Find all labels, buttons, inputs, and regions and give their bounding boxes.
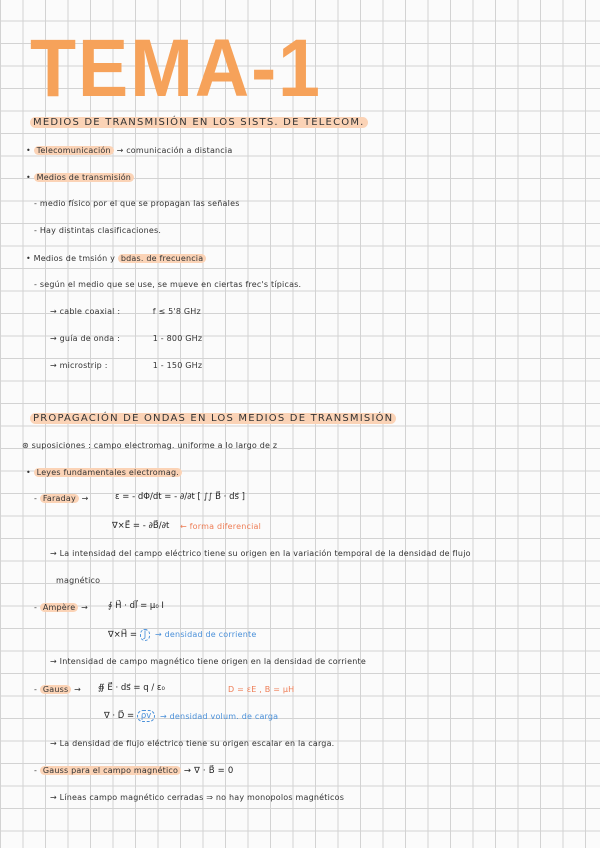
ampere-eq2: [108, 630, 150, 640]
item-name: → cable coaxial :: [50, 307, 121, 316]
item-name: → guía de onda :: [50, 334, 120, 343]
list-item: [50, 307, 201, 316]
telecom-term: Telecomunicación: [34, 146, 114, 155]
suposiciones-line: ⊛ suposiciones : campo electromag. uniforme a lo largo de z: [22, 441, 278, 450]
gauss-eq2: [104, 711, 155, 721]
item-range: 1 - 800 GHz: [152, 334, 203, 343]
suposiciones-text: suposiciones : campo electromag. uniforme a lo largo de z: [31, 441, 278, 450]
gauss-mag-line: - Gauss para el campo magnético → ∇ · B⃗ = 0: [34, 766, 234, 776]
bdas-prefix: • Medios de tmsión y: [26, 254, 118, 263]
section-header-1-text: MEDIOS DE TRANSMISIÓN EN LOS SISTS. DE TELECOM.: [30, 117, 368, 128]
faraday-label: Faraday: [40, 494, 79, 503]
gauss-explain: → La densidad de flujo eléctrico tiene su origen escalar en la carga.: [50, 739, 335, 748]
faraday-eq2: ∇×E⃗ = - ∂B⃗/∂t: [112, 521, 170, 531]
list-item: [50, 334, 202, 343]
ampere-label: Ampère: [40, 603, 79, 612]
gauss-rho-circled: ρv: [137, 710, 155, 722]
faraday-note: ← forma diferencial: [180, 522, 262, 531]
gauss-line: - Gauss →: [34, 685, 82, 694]
ampere-explain: → Intensidad de campo magnético tiene origen en la densidad de corriente: [50, 657, 366, 666]
leyes-line: • Leyes fundamentales electromag.: [26, 468, 182, 477]
gauss-mag-label: Gauss para el campo magnético: [40, 766, 181, 775]
telecom-def: → comunicación a distancia: [116, 146, 233, 155]
segun-line: - según el medio que se use, se mueve en ciertas frec's típicas.: [34, 280, 302, 289]
ampere-eq2-text: ∇×H⃗ =: [108, 630, 138, 640]
item-range: f ≤ 5'8 GHz: [152, 307, 201, 316]
gauss-label: Gauss: [40, 685, 72, 694]
section-header-1: [30, 117, 368, 128]
page-title: TEMA-1: [30, 23, 322, 114]
clasificaciones: - Hay distintas clasificaciones.: [34, 226, 162, 235]
bdas-line: [26, 254, 206, 263]
gauss-eq1: ∯ E⃗ · ds⃗ = q / ε₀: [98, 683, 165, 693]
faraday-explain-2: magnético: [56, 576, 101, 585]
medios-line: • Medios de transmisión: [26, 173, 134, 182]
gauss-mag-explain: → Líneas campo magnético cerradas ⇒ no hay monopolos magnéticos: [50, 793, 345, 802]
faraday-explain: → La intensidad del campo eléctrico tiene su origen en la variación temporal de la densidad de flujo: [50, 549, 471, 558]
section-header-2: [30, 413, 396, 424]
gauss-note: → densidad volum. de carga: [160, 712, 279, 721]
ampere-j-circled: J⃗: [140, 629, 151, 641]
gauss-eq2-text: ∇ · D⃗ =: [104, 711, 135, 721]
list-item: [50, 361, 202, 370]
ampere-eq1: ∮ H⃗ · dl⃗ = μ₀ I: [108, 601, 164, 611]
ampere-line: - Ampère →: [34, 603, 89, 612]
faraday-eq1: ε = - dΦ/dt = - ∂/∂t [ ∫∫ B⃗ · ds⃗ ]: [115, 492, 245, 502]
section-header-2-text: PROPAGACIÓN DE ONDAS EN LOS MEDIOS DE TRANSMISIÓN: [30, 413, 396, 424]
leyes-term: Leyes fundamentales electromag.: [34, 468, 182, 477]
faraday-line: - Faraday →: [34, 494, 89, 503]
ampere-note: → densidad de corriente: [155, 630, 257, 639]
item-name: → microstrip :: [50, 361, 108, 370]
item-range: 1 - 150 GHz: [152, 361, 203, 370]
gauss-side-note: D = εE , B = μH: [228, 685, 295, 694]
gauss-mag-eq: → ∇ · B⃗ = 0: [183, 766, 234, 776]
telecom-line: • Telecomunicación → comunicación a distancia: [26, 146, 233, 155]
medios-term: Medios de transmisión: [34, 173, 134, 182]
bdas-term: bdas. de frecuencia: [118, 254, 207, 263]
medio-fisico: - medio físico por el que se propagan las señales: [34, 199, 240, 208]
